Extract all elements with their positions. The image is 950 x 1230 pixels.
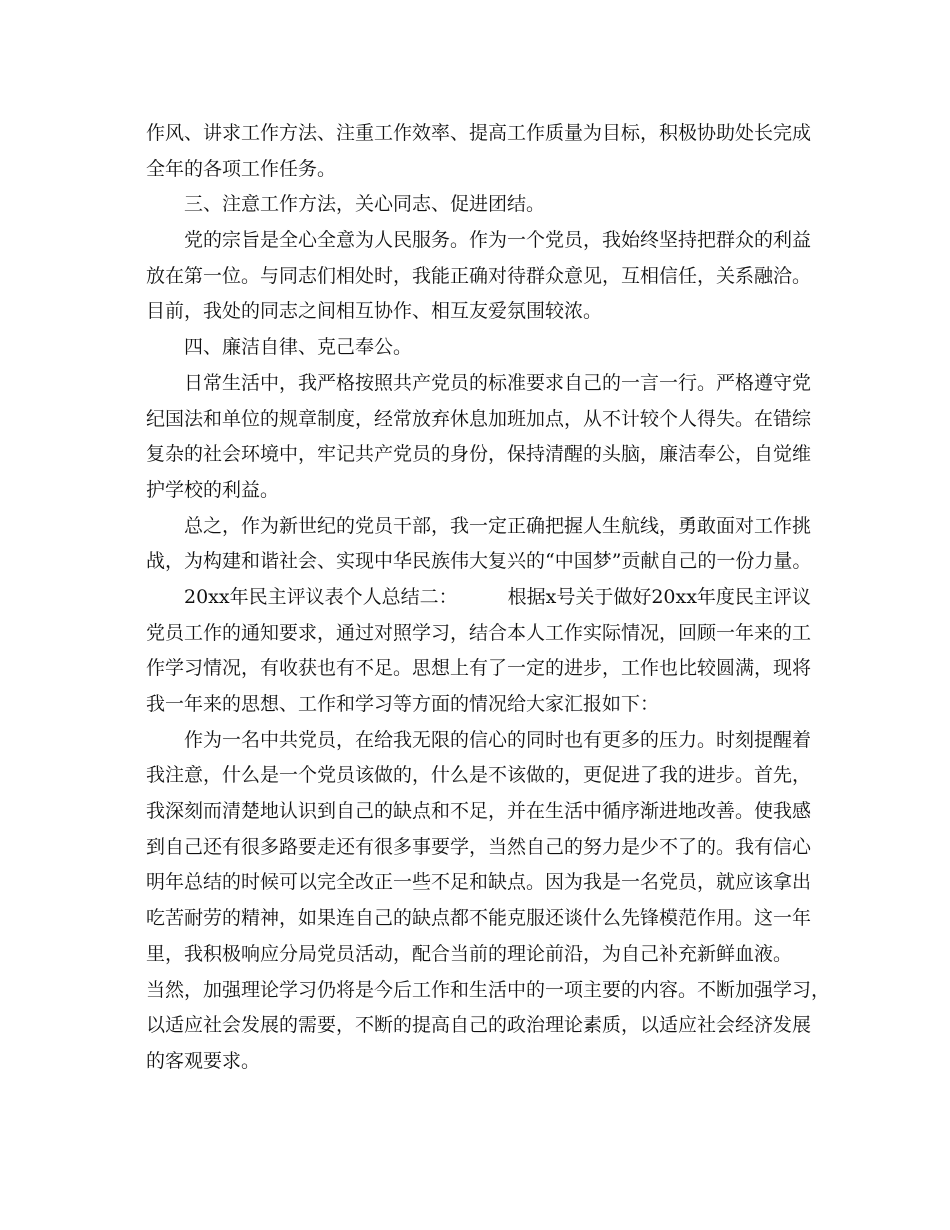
text-line: 我一年来的思想、工作和学习等方面的情况给大家汇报如下：: [146, 693, 660, 715]
section-heading: 四、廉洁自律、克己奉公。: [184, 336, 413, 359]
text-line: 当然，加强理论学习仍将是今后工作和生活中的一项主要的内容。不断加强学习，: [146, 978, 831, 1001]
text-line: 复杂的社会环境中，牢记共产党员的身份，保持清醒的头脑，廉洁奉公，自觉维: [146, 443, 812, 466]
text-line: 以适应社会发展的需要，不断的提高自己的政治理论素质，以适应社会经济发展: [146, 1014, 812, 1037]
text-line: 我注意，什么是一个党员该做的，什么是不该做的，更促进了我的进步。首先，: [146, 764, 812, 787]
summary-title-line: [146, 580, 814, 616]
text-line: 明年总结的时候可以完全改正一些不足和缺点。因为我是一名党员，就应该拿出: [146, 871, 812, 894]
text-line: 全年的各项工作任务。: [146, 157, 337, 180]
text-line: 总之，作为新世纪的党员干部，我一定正确把握人生航线，勇敢面对工作挑: [184, 514, 812, 537]
text-line: 吃苦耐劳的精神，如果连自己的缺点都不能克服还谈什么先锋模范作用。这一年: [146, 907, 812, 930]
text-line: 护学校的利益。: [146, 478, 280, 501]
text-line: 战，为构建和谐社会、实现中华民族伟大复兴的“中国梦”贡献自己的一份力量。: [146, 550, 812, 573]
text-line: 到自己还有很多路要走还有很多事要学，当然自己的努力是少不了的。我有信心: [146, 835, 812, 858]
text-line: 放在第一位。与同志们相处时，我能正确对待群众意见，互相信任，关系融洽。: [146, 264, 812, 287]
text-line: 日常生活中，我严格按照共产党员的标准要求自己的一言一行。严格遵守党: [184, 371, 812, 394]
summary-title: 20xx年民主评议表个人总结二：: [184, 585, 458, 608]
text-line: 纪国法和单位的规章制度，经常放弃休息加班加点，从不计较个人得失。在错综: [146, 407, 812, 430]
text-line: 我深刻而清楚地认识到自己的缺点和不足，并在生活中循序渐进地改善。使我感: [146, 800, 812, 823]
text-line: 作学习情况，有收获也有不足。思想上有了一定的进步，工作也比较圆满，现将: [146, 657, 812, 680]
text-line: 的客观要求。: [146, 1049, 261, 1072]
text-line: 作风、讲求工作方法、注重工作效率、提高工作质量为目标，积极协助处长完成: [146, 122, 812, 144]
text-line: 目前，我处的同志之间相互协作、相互友爱氛围较浓。: [146, 300, 603, 323]
text-line: 作为一名中共党员，在给我无限的信心的同时也有更多的压力。时刻提醒着: [184, 728, 812, 751]
text-line: 里，我积极响应分局党员活动，配合当前的理论前沿，为自己补充新鲜血液。: [146, 942, 793, 965]
text-line: 党的宗旨是全心全意为人民服务。作为一个党员，我始终坚持把群众的利益: [184, 229, 812, 252]
text-line: 党员工作的通知要求，通过对照学习，结合本人工作实际情况，回顾一年来的工: [146, 621, 812, 644]
summary-intro: 根据x号关于做好20xx年度民主评议: [507, 585, 811, 608]
document-body: [146, 116, 831, 1080]
section-heading: 三、注意工作方法，关心同志、促进团结。: [184, 193, 546, 216]
